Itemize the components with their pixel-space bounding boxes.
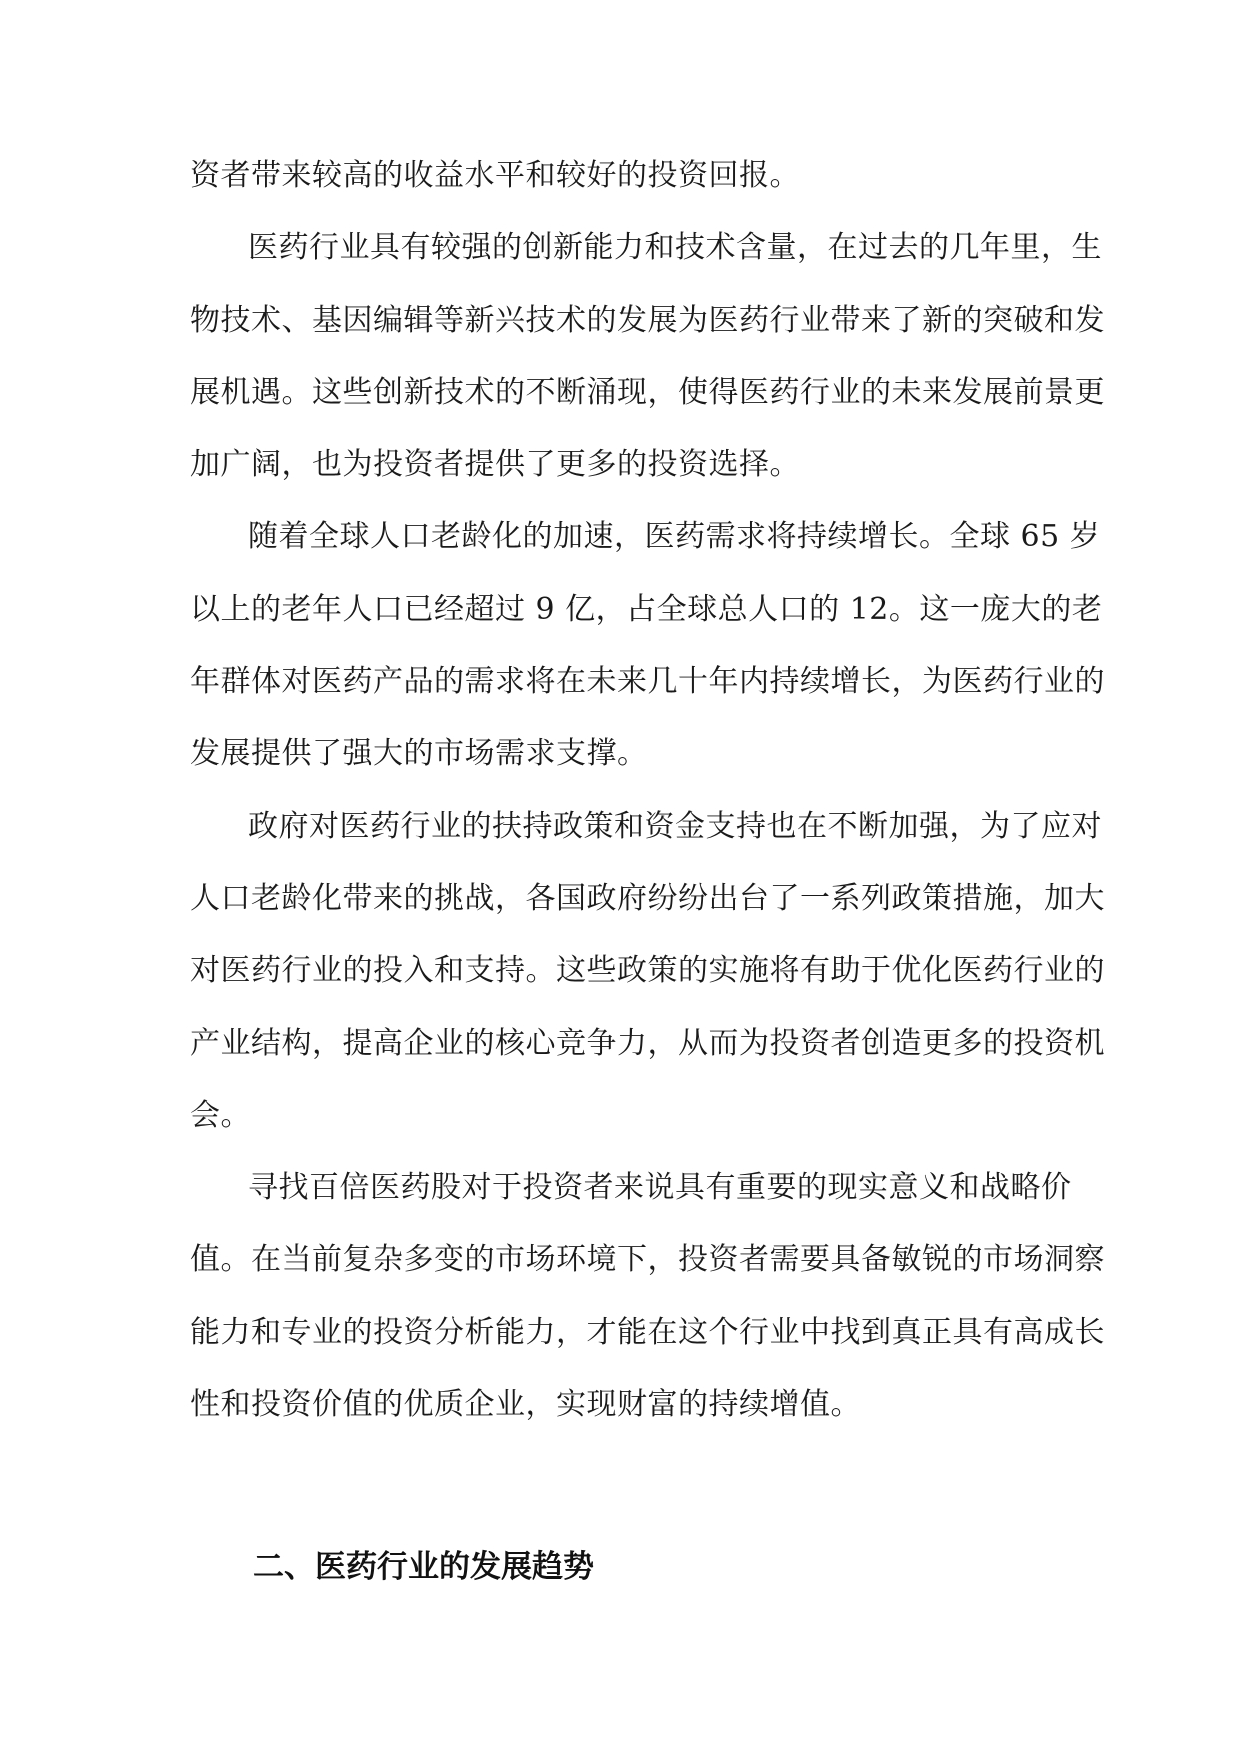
- text-line: 资者带来较高的收益水平和较好的投资回报。: [190, 158, 800, 193]
- text-line: 人口老龄化带来的挑战，各国政府纷纷出台了一系列政策措施，加大: [190, 880, 1105, 916]
- text-line: 性和投资价值的优质企业，实现财富的持续增值。: [190, 1387, 861, 1423]
- text-line: 展机遇。这些创新技术的不断涌现，使得医药行业的未来发展前景更: [190, 374, 1105, 410]
- text-line: 医药行业具有较强的创新能力和技术含量，在过去的几年里，生: [248, 230, 1102, 266]
- text-line: 随着全球人口老龄化的加速，医药需求将持续增长。全球 65 岁: [248, 519, 1101, 555]
- text-line: 政府对医药行业的扶持政策和资金支持也在不断加强，为了应对: [248, 808, 1102, 844]
- text-line: 年群体对医药产品的需求将在未来几十年内持续增长，为医药行业的: [190, 664, 1105, 700]
- paragraph-1: [190, 140, 1058, 212]
- body-text: [190, 140, 1105, 1441]
- text-line: 发展提供了强大的市场需求支撑。: [190, 736, 648, 772]
- text-line: 对医药行业的投入和支持。这些政策的实施将有助于优化医药行业的: [190, 953, 1105, 989]
- text-line: 物技术、基因编辑等新兴技术的发展为医药行业带来了新的突破和发: [190, 302, 1105, 338]
- text-line: 加广阔，也为投资者提供了更多的投资选择。: [190, 447, 800, 483]
- paragraph-2: [190, 212, 1105, 501]
- text-line: 寻找百倍医药股对于投资者来说具有重要的现实意义和战略价: [248, 1170, 1072, 1206]
- text-line: 以上的老年人口已经超过 9 亿，占全球总人口的 12。这一庞大的老: [190, 591, 1103, 627]
- section-heading: 二、医药行业的发展趋势: [253, 1549, 594, 1585]
- paragraph-4: [190, 791, 1105, 1152]
- text-line: 能力和专业的投资分析能力，才能在这个行业中找到真正具有高成长: [190, 1314, 1105, 1350]
- text-line: 产业结构，提高企业的核心竞争力，从而为投资者创造更多的投资机: [190, 1025, 1105, 1061]
- paragraph-5: [190, 1152, 1105, 1441]
- text-line: 会。: [190, 1097, 251, 1133]
- paragraph-3: [190, 501, 1105, 790]
- text-line: 值。在当前复杂多变的市场环境下，投资者需要具备敏锐的市场洞察: [190, 1242, 1105, 1278]
